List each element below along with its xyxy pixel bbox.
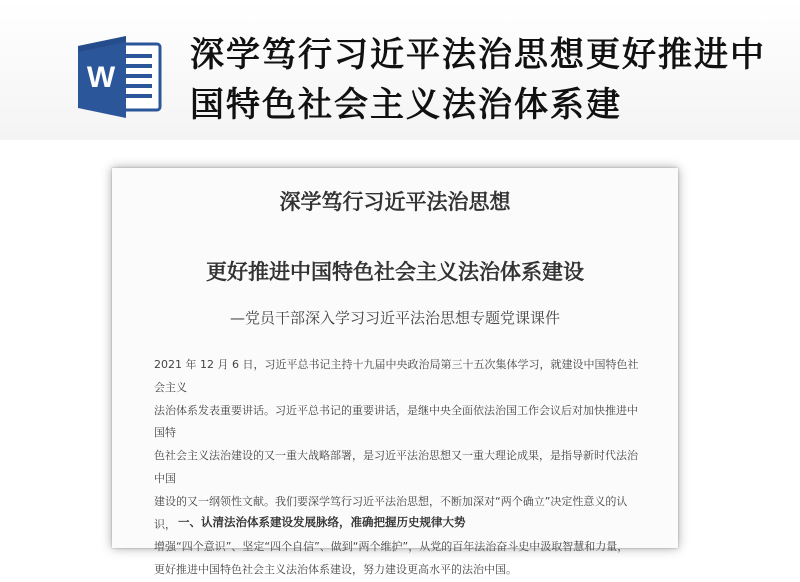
document-section-heading: 一、认清法治体系建设发展脉络，准确把握历史规律大势 [178,515,466,529]
header-title: 深学笃行习近平法治思想更好推进中国特色社会主义法治体系建 [190,35,766,125]
document-title-line-2: 更好推进中国特色社会主义法治体系建设 [206,260,584,284]
document-body-paragraph: 2021 年 12 月 6 日，习近平总书记主持十九届中央政治局第三十五次集体学习，就建设中国特色社会主义 法治体系发表重要讲话。习近平总书记的重要讲话，是继中央全面依法治国工作会议后对加快推进中国特 色社会主义法治建设的又一重大战略部署，是习近平法治思想又一重大理论成果，是指导新时代法治中国 建设的又一纲领性文献。我们要深学笃行习近平法治思想，不断加深对“两个确立”决定性意义的认识， 增强“四个意识”、坚定“四个自信”、做到“两个维护”，从党的百年法治奋斗史中汲取智慧和力量， 更好推进中国特色社会主义法治体系建设，努力建设更高水平的法治中国。 [154,358,639,577]
document-subtitle: —党员干部深入学习习近平法治思想专题党课课件 [229,309,560,327]
document-page [112,168,678,577]
svg-text:W: W [86,61,116,94]
document-title-line-1: 深学笃行习近平法治思想 [279,190,511,214]
word-icon [78,36,164,118]
